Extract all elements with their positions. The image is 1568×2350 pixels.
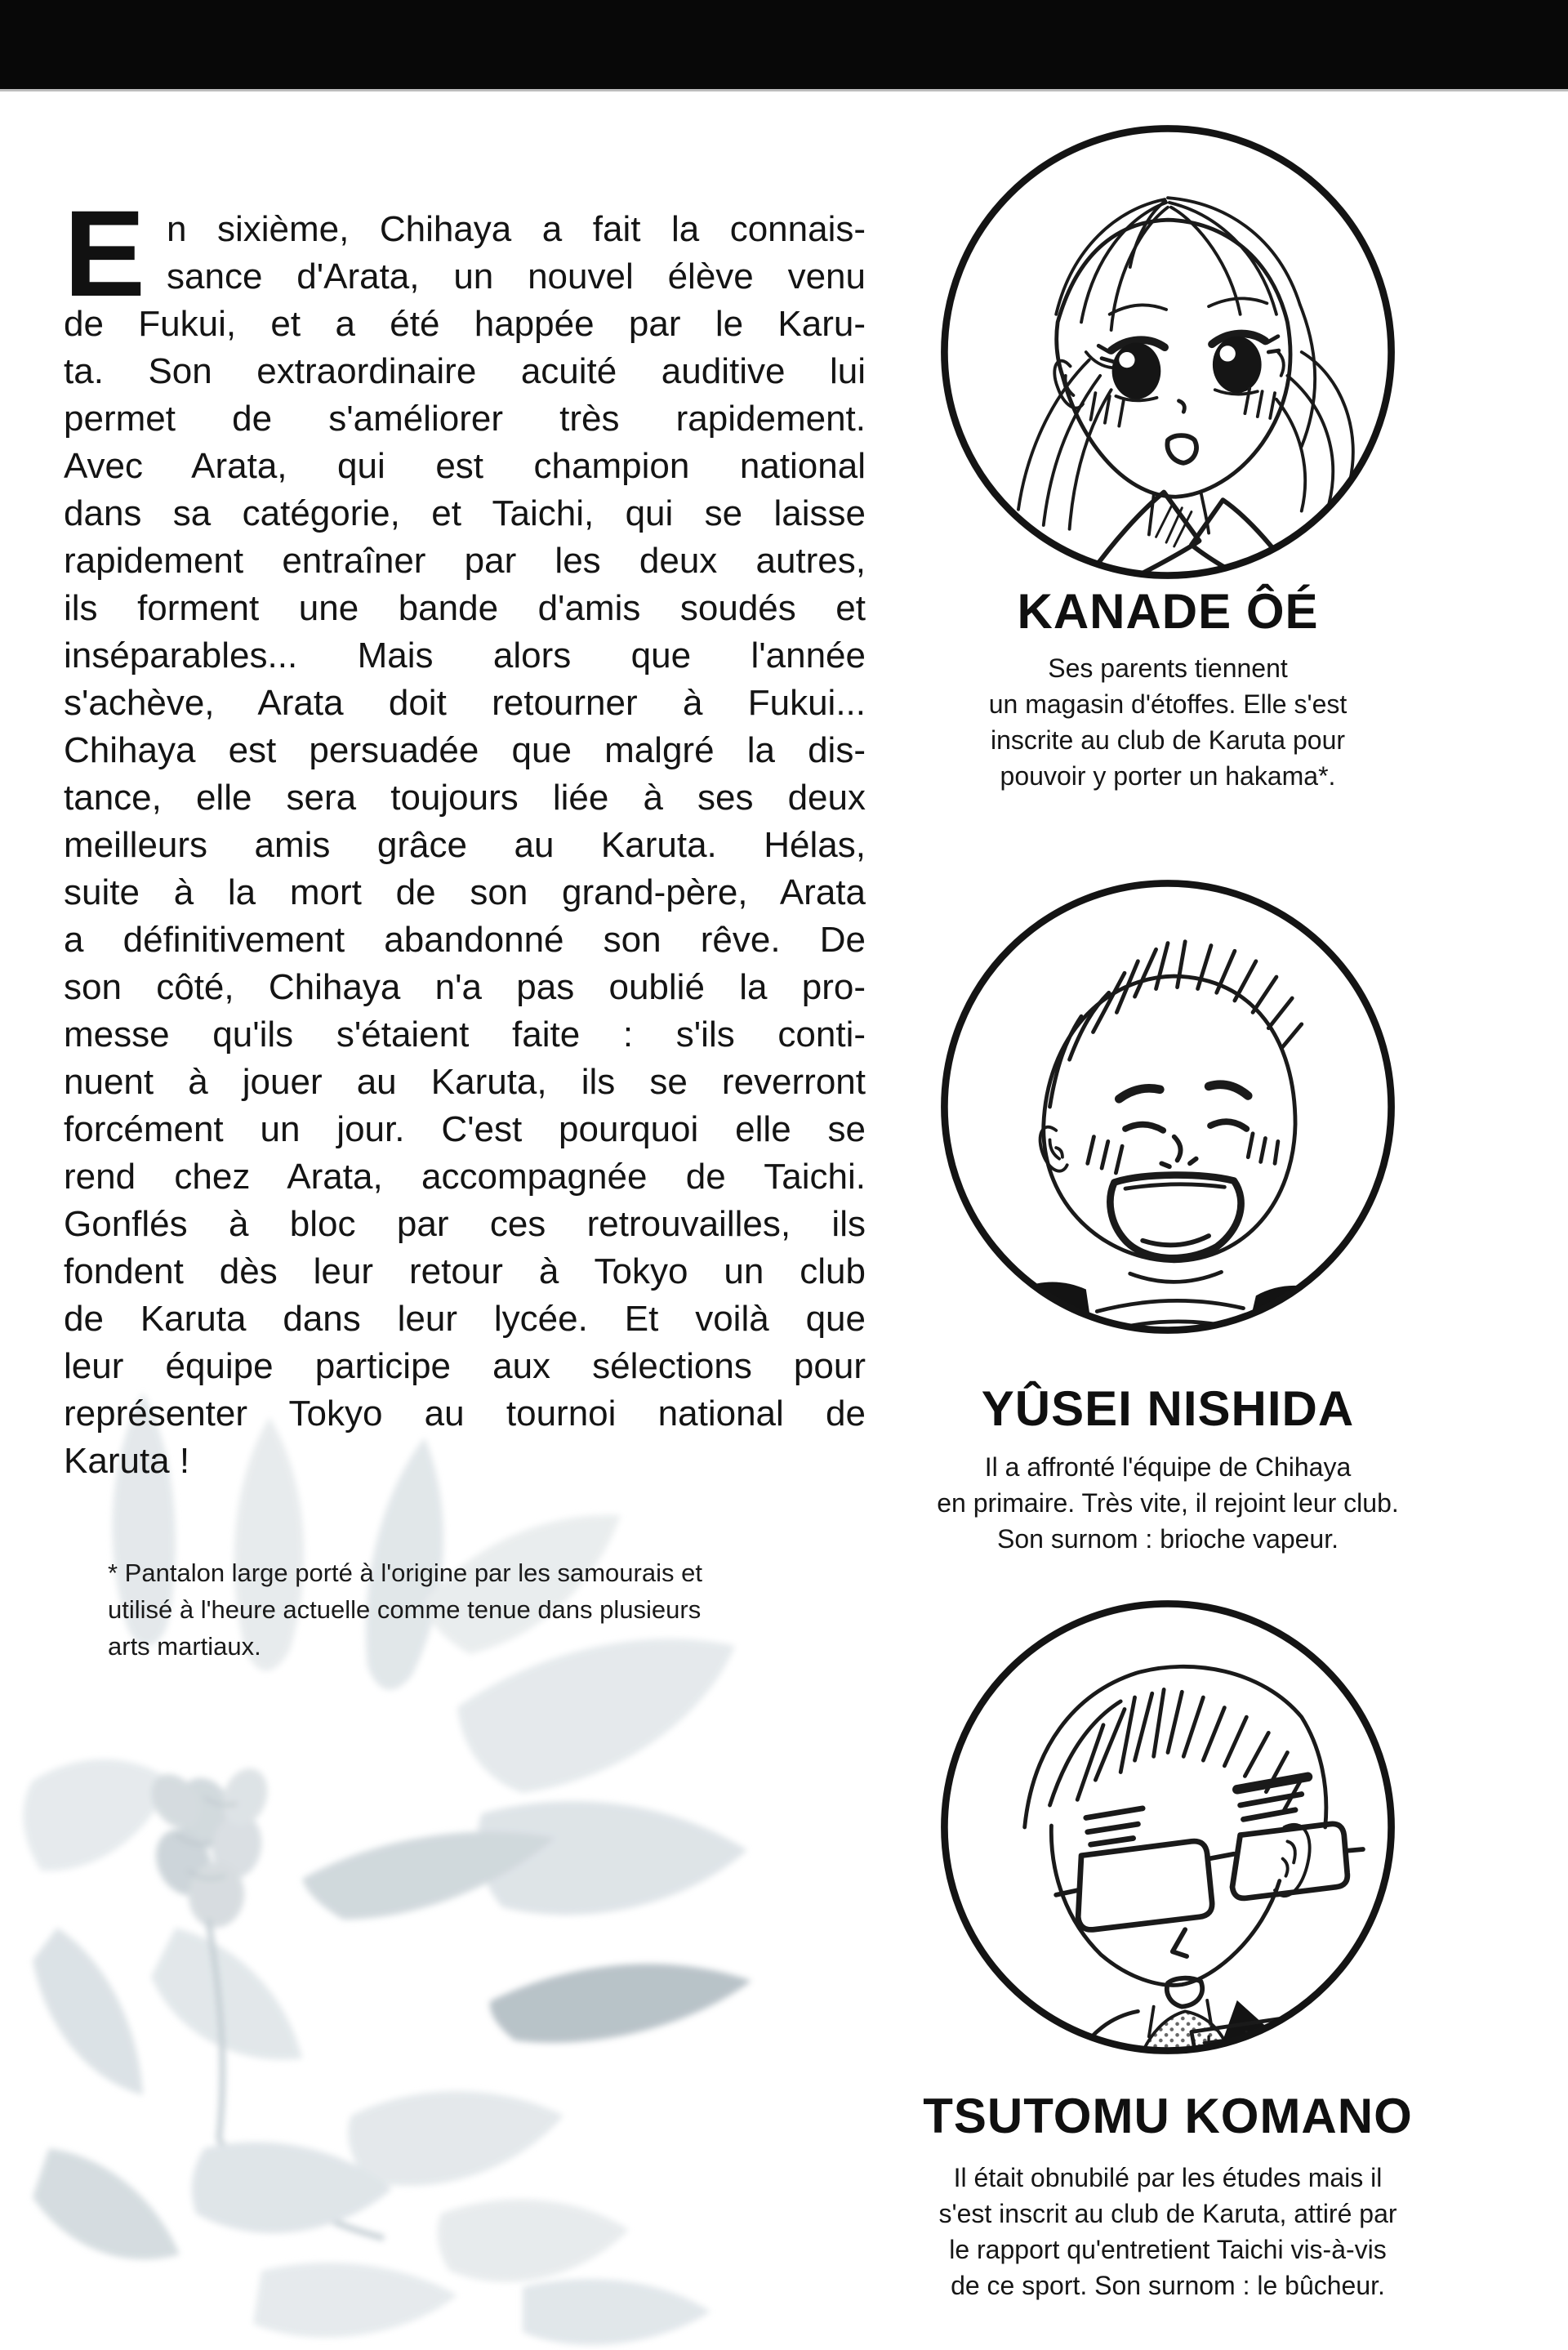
synopsis-line: s'achève, Arata doit retourner à Fukui... — [64, 683, 866, 723]
character-desc-nishida — [866, 1449, 1470, 1557]
character-desc-line: le rapport qu'entretient Taichi vis-à-vis — [949, 2235, 1387, 2264]
synopsis-line: nuent à jouer au Karuta, ils se reverront — [64, 1062, 866, 1102]
flower-watercolor-illustration — [0, 1356, 849, 2350]
synopsis-line: rapidement entraîner par les deux autres, — [64, 541, 866, 581]
character-name-nishida: YÛSEI NISHIDA — [981, 1381, 1355, 1436]
character-desc-kanade — [866, 650, 1470, 794]
footnote-line: * Pantalon large porté à l'origine par les samourais et — [108, 1558, 702, 1587]
synopsis-lines — [64, 185, 866, 1438]
synopsis-line: a définitivement abandonné son rêve. De — [64, 920, 866, 960]
character-name-tsutomu: TSUTOMU KOMANO — [923, 2089, 1413, 2143]
synopsis-line: ils forment une bande d'amis soudés et — [64, 588, 866, 628]
character-desc-tsutomu — [866, 2160, 1470, 2303]
synopsis-last-line: Karuta ! — [64, 1441, 190, 1481]
character-name-kanade: KANADE ÔÉ — [1017, 584, 1319, 639]
synopsis-line: meilleurs amis grâce au Karuta. Hélas, — [64, 825, 866, 865]
synopsis-line: ta. Son extraordinaire acuité auditive lui — [64, 351, 866, 391]
portrait-kanade-illustration — [932, 116, 1404, 588]
character-desc-line: Son surnom : brioche vapeur. — [996, 1524, 1339, 1554]
character-desc-line: s'est inscrit au club de Karuta, attiré par — [938, 2199, 1397, 2228]
top-black-banner — [0, 0, 1568, 91]
footnote-line: utilisé à l'heure actuelle comme tenue dans plusieurs — [108, 1595, 702, 1624]
synopsis-line: son côté, Chihaya n'a pas oublié la pro- — [64, 967, 866, 1007]
synopsis-line: sance d'Arata, un nouvel élève venu — [167, 256, 866, 297]
character-desc-line: Ses parents tiennent — [1048, 653, 1288, 683]
synopsis-line: dans sa catégorie, et Taichi, qui se laisse — [64, 493, 866, 533]
synopsis-line: permet de s'améliorer très rapidement. — [64, 399, 866, 439]
character-desc-line: de ce sport. Son surnom : le bûcheur. — [951, 2271, 1385, 2300]
footnote — [108, 1554, 786, 1665]
synopsis-line: tance, elle sera toujours liée à ses deux — [64, 778, 866, 818]
character-desc-line: un magasin d'étoffes. Elle s'est — [988, 689, 1348, 719]
synopsis-line: forcément un jour. C'est pourquoi elle se — [64, 1109, 866, 1149]
synopsis-line: de Fukui, et a été happée par le Karu- — [64, 304, 866, 344]
synopsis-line: rend chez Arata, accompagnée de Taichi. — [64, 1157, 866, 1197]
character-desc-line: pouvoir y porter un hakama*. — [1000, 761, 1336, 791]
character-desc-line: inscrite au club de Karuta pour — [990, 725, 1346, 755]
footnote-line: arts martiaux. — [108, 1632, 261, 1661]
portrait-nishida-illustration — [932, 871, 1404, 1343]
synopsis-line: suite à la mort de son grand-père, Arata — [64, 872, 866, 912]
character-desc-line: Il a affronté l'équipe de Chihaya — [984, 1452, 1352, 1482]
synopsis-line: messe qu'ils s'étaient faite : s'ils conti- — [64, 1014, 866, 1055]
synopsis-line: inséparables... Mais alors que l'année — [64, 635, 866, 676]
synopsis-line: représenter Tokyo au tournoi national de — [64, 1394, 866, 1434]
synopsis-text-block — [64, 185, 866, 1485]
synopsis-line: Gonflés à bloc par ces retrouvailles, ils — [64, 1204, 866, 1244]
synopsis-line: Avec Arata, qui est champion national — [64, 446, 866, 486]
synopsis-line: de Karuta dans leur lycée. Et voilà que — [64, 1299, 866, 1339]
character-desc-line: Il était obnubilé par les études mais il — [953, 2163, 1383, 2192]
portrait-tsutomu-illustration — [932, 1591, 1404, 2063]
synopsis-line: n sixième, Chihaya a fait la connais- — [167, 209, 866, 249]
synopsis-line: leur équipe participe aux sélections pour — [64, 1346, 866, 1386]
synopsis-line: fondent dès leur retour à Tokyo un club — [64, 1251, 866, 1291]
synopsis-line: Chihaya est persuadée que malgré la dis- — [64, 730, 866, 770]
drop-cap: E — [64, 185, 146, 322]
character-desc-line: en primaire. Très vite, il rejoint leur club. — [937, 1488, 1399, 1518]
